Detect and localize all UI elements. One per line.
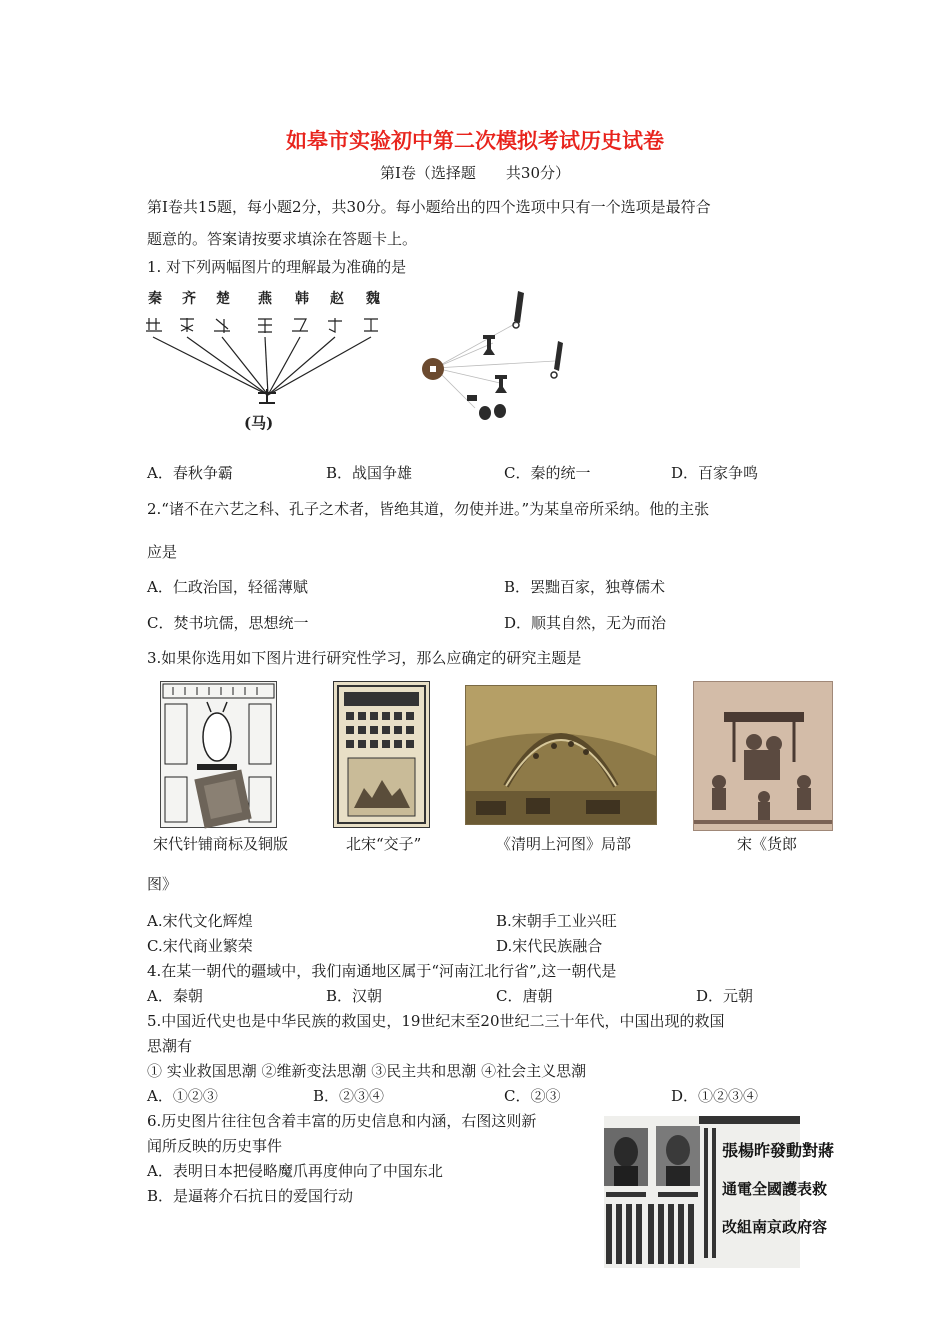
q6-option-b: B．是逼蒋介石抗日的爱国行动 — [147, 1187, 354, 1205]
q3-image-needle-shop-label — [160, 681, 277, 828]
q3-caption-2: 北宋“交子” — [346, 835, 422, 853]
q4-option-b: B．汉朝 — [326, 987, 383, 1005]
q1-option-d: D．百家争鸣 — [671, 464, 759, 482]
q3-caption-1: 宋代针铺商标及铜版 — [153, 835, 289, 853]
instructions-line1: 第Ⅰ卷共15题，每小题2分，共30分。每小题给出的四个选项中只有一个选项是最符合 — [147, 198, 711, 216]
q4-option-c: C．唐朝 — [496, 987, 553, 1005]
q5-option-a: A．①②③ — [147, 1087, 218, 1105]
q1-state-label: 韩 — [295, 291, 309, 307]
q1-state-label: 齐 — [182, 291, 196, 307]
q5-stem-line1: 5.中国近代史也是中华民族的救国史，19世纪末至20世纪二三十年代，中国出现的救国 — [147, 1012, 725, 1030]
q5-stem-line2: 思潮有 — [147, 1037, 193, 1055]
q1-figure-horse-characters — [140, 285, 390, 440]
q5-items: ① 实业救国思潮 ②维新变法思潮 ③民主共和思潮 ④社会主义思潮 — [147, 1062, 587, 1080]
q6-stem-line1: 6.历史图片往往包含着丰富的历史信息和内涵，右图这则新 — [147, 1112, 537, 1130]
q5-option-c: C．②③ — [504, 1087, 561, 1105]
q5-option-d: D．①②③④ — [671, 1087, 759, 1105]
q3-option-b: B.宋朝手工业兴旺 — [496, 912, 617, 930]
q5-option-b: B．②③④ — [313, 1087, 385, 1105]
q1-state-label: 燕 — [258, 291, 272, 307]
q2-option-a: A．仁政治国，轻徭薄赋 — [147, 578, 308, 596]
q3-stem: 3.如果你选用如下图片进行研究性学习，那么应确定的研究主题是 — [147, 649, 582, 667]
q6-news-headline-1: 張楊昨發動對蔣 — [722, 1141, 835, 1160]
q1-figure-caption: (马) — [244, 414, 274, 432]
q3-caption-4-wrap: 图》 — [147, 875, 178, 893]
q4-option-a: A．秦朝 — [147, 987, 203, 1005]
q1-option-c: C．秦的统一 — [504, 464, 591, 482]
q1-figure-coins — [415, 283, 585, 433]
q3-image-peddler-painting — [693, 681, 833, 831]
q3-option-a: A.宋代文化辉煌 — [147, 912, 253, 930]
q1-option-b: B．战国争雄 — [326, 464, 413, 482]
section-title: 第Ⅰ卷（选择题 共30分） — [379, 164, 570, 182]
q4-stem: 4.在某一朝代的疆域中，我们南通地区属于“河南江北行省”,这一朝代是 — [147, 962, 617, 980]
q3-image-qingming-scroll — [465, 685, 657, 825]
q2-stem-line2: 应是 — [147, 543, 178, 561]
q3-caption-3: 《清明上河图》局部 — [496, 835, 632, 853]
q1-state-label: 赵 — [330, 291, 344, 307]
q6-news-headline-3: 改組南京政府容 — [722, 1218, 828, 1236]
q6-stem-line2: 闻所反映的历史事件 — [147, 1137, 283, 1155]
q1-option-a: A．春秋争霸 — [147, 464, 233, 482]
q2-option-d: D．顺其自然，无为而治 — [504, 614, 667, 632]
q2-option-b: B．罢黜百家，独尊儒术 — [504, 578, 666, 596]
q6-news-headline-2: 通電全國護表救 — [722, 1180, 828, 1198]
q6-option-a: A．表明日本把侵略魔爪再度伸向了中国东北 — [147, 1162, 443, 1180]
instructions-line2: 题意的。答案请按要求填涂在答题卡上。 — [147, 230, 418, 248]
q3-option-d: D.宋代民族融合 — [496, 937, 603, 955]
q3-option-c: C.宋代商业繁荣 — [147, 937, 253, 955]
page-title: 如皋市实验初中第二次模拟考试历史试卷 — [286, 128, 664, 153]
q1-state-label: 楚 — [216, 291, 230, 307]
q1-state-label: 魏 — [366, 291, 380, 307]
q2-option-c: C．焚书坑儒，思想统一 — [147, 614, 309, 632]
q4-option-d: D．元朝 — [696, 987, 754, 1005]
q3-caption-4: 宋《货郎 — [737, 835, 798, 853]
q2-stem-line1: 2.“诸不在六艺之科、孔子之术者，皆绝其道，勿使并进。”为某皇帝所采纳。他的主张 — [147, 500, 710, 518]
q1-stem: 1. 对下列两幅图片的理解最为准确的是 — [147, 258, 407, 276]
q3-image-jiaozi — [333, 681, 430, 828]
q6-newspaper-image — [604, 1116, 835, 1268]
q1-state-label: 秦 — [148, 291, 162, 307]
